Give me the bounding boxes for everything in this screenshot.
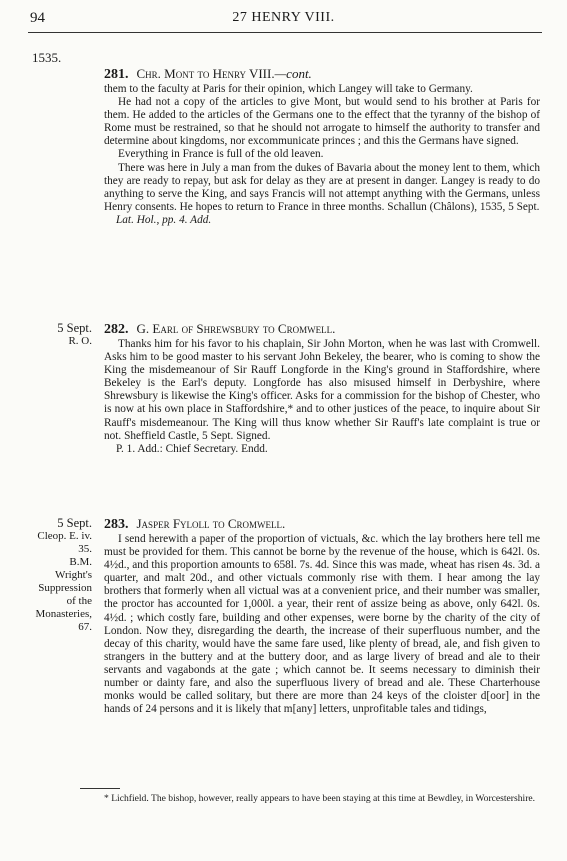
- entry-number: 283.: [104, 517, 129, 532]
- entry-body: [104, 533, 540, 716]
- running-title: 27 HENRY VIII.: [232, 10, 335, 25]
- footnote: * Lichfield. The bishop, however, really appears to have been staying at this time at Bewdley, in Worcestershire.: [104, 793, 536, 804]
- entry-meta: Lat. Hol., pp. 4. Add.: [116, 213, 212, 226]
- entry-source-line: of the: [66, 595, 92, 607]
- entry-281: [104, 66, 540, 227]
- footnote-rule: [80, 788, 120, 789]
- entry-283-margin: [26, 517, 92, 634]
- entry-source-line: 35.: [78, 543, 92, 555]
- entry-meta: P. 1. Add.: Chief Secretary. Endd.: [116, 442, 268, 455]
- entry-source-line: 67.: [78, 621, 92, 633]
- paragraph: I send herewith a paper of the proportion of victuals, &c. which the lay brothers here tell me must be provided for them. This cannot be borne by the revenue of the house, which is 642l. 0s. 4½d., and this proportion amounts to 658l. 7s. 4d. Since this was made, wheat has risen 4s. 3d. a quarter, and malt 20d., and other victuals commonly rise with them. I hear among the lay brothers that formerly when all victual was at a convenient price, and their number was smaller, the proctor has accounted for 1,000l. a year, their rent of assize being as above, only 642l. 0s. 4½d. ; which costly fare, building and other expenses, were borne by the charity of the city of London. Now they, disregarding the dearth, the increase of their superfluous number, and the decay of this charity, would have the same fare used, like plenty of bread, ale, and fish given to strangers in the buttery and at the buttery door, and as large livery of bread and ale to their servants and vagabonds at the gate ; which cannot be. It seems necessary to diminish their number or dainty fare, and also the superfluous livery of bread and ale. These Charterhouse monks would be called solitary, but there are more than 24 keys of the cloister d[oor] in the hands of 24 persons and it is likely that m[any] letters, unprofitable tales and tidings,: [104, 533, 540, 716]
- entry-date: 5 Sept.: [57, 321, 92, 335]
- entry-source-line: Monasteries,: [35, 608, 92, 620]
- paragraph: them to the faculty at Paris for their opinion, which Langey will take to Germany.: [104, 83, 473, 95]
- entry-source-line: B.M.: [69, 556, 92, 568]
- entry-282-margin: [26, 322, 92, 348]
- paragraph: Thanks him for his favor to his chaplain, Sir John Morton, when he was last with Cromwell. Asks him to be good master to his servant John Bekeley, the bearer, who is coming to show the King the misdemeanour of Sir Rauff Longforde in the King's ground in Staffordshire, where Bekeley is the Earl's deputy. Longforde has also misused himself in Derbyshire, where Shrewsbury is likewise the King's officer. Asks for a commission for the bishop of Chester, who is now at his own place in Staffordshire,* and to other justices of the peace, to inquire about Sir Rauff's misdemeanour. The King will thus know whether Sir Rauff's late complaint is true or not. Sheffield Castle, 5 Sept. Signed.: [104, 338, 540, 442]
- entry-body: [104, 338, 540, 443]
- entry-heading: [104, 321, 540, 338]
- paragraph: There was here in July a man from the dukes of Bavaria about the money lent to them, which they are ready to repay, but ask for delay as they are at present in danger. Langey is ready to do anything to serve the King, and says Francis will not attempt anything with the Germans, unless Henry consents. He hopes to return to France in three months. Schallun (Châlons), 1535, 5 Sept.: [104, 161, 540, 213]
- paragraph: He had not a copy of the articles to give Mont, but would send to his brother at Paris for them. He added to the articles of the Germans one to the effect that the tyranny of the bishop of Rome must be restrained, so that he should not arrogate to himself the authority to transfer and determine about kingdoms, nor excommunicate princes ; and this the Germans have signed.: [104, 96, 540, 148]
- entry-heading: [104, 516, 540, 533]
- entry-number: 281.: [104, 67, 129, 82]
- entry-282: [104, 321, 540, 456]
- entry-cont: —cont.: [274, 66, 312, 81]
- header-rule: [28, 32, 542, 33]
- entry-source-line: Suppression: [38, 582, 92, 594]
- entry-source: R. O.: [68, 335, 92, 347]
- entry-title: Chr. Mont to Henry VIII.: [136, 66, 275, 81]
- entry-body: [104, 83, 540, 214]
- entry-source-line: Wright's: [55, 569, 92, 581]
- paragraph: Everything in France is full of the old leaven.: [118, 148, 324, 161]
- entry-title: G. Earl of Shrewsbury to Cromwell.: [136, 321, 336, 336]
- entry-title: Jasper Fyloll to Cromwell.: [136, 516, 286, 531]
- entry-source-line: Cleop. E. iv.: [37, 530, 92, 542]
- entry-heading: [104, 66, 540, 83]
- entry-283: [104, 516, 540, 716]
- entry-date: 5 Sept.: [57, 516, 92, 530]
- entry-number: 282.: [104, 322, 129, 337]
- margin-year: 1535.: [32, 50, 62, 65]
- page-number: 94: [30, 10, 45, 26]
